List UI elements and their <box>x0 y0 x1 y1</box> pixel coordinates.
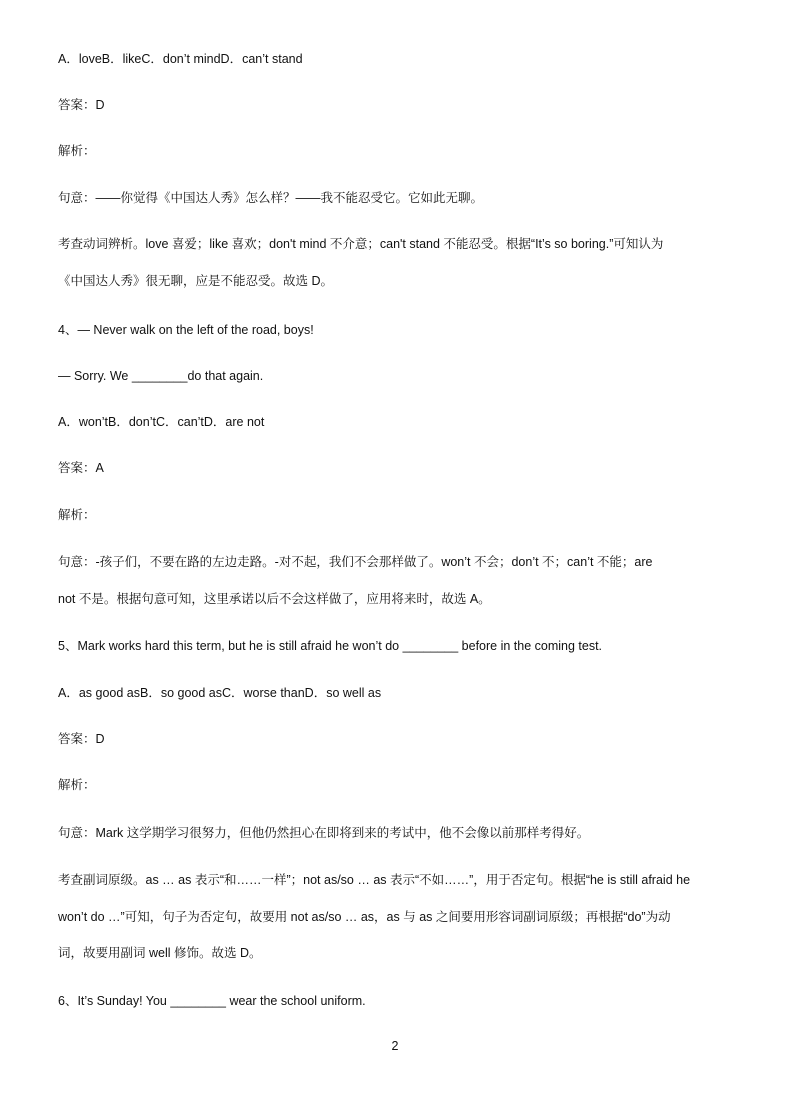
q3-explanation-2: 《中国达人秀》很无聊，应是不能忍受。故选 D。 <box>58 274 334 288</box>
q5-explanation-2: won’t do …”可知，句子为否定句，故要用 not as/so … as，as 与 as 之间要用形容词副词原级；再根据“do”为动 <box>58 910 671 924</box>
q4-answer: 答案：A <box>58 461 104 475</box>
q3-meaning: 句意：——你觉得《中国达人秀》怎么样？——我不能忍受它。它如此无聊。 <box>58 191 484 205</box>
q5-meaning: 句意：Mark 这学期学习很努力，但他仍然担心在即将到来的考试中，他不会像以前那样考得好。 <box>58 826 590 840</box>
page-number: 2 <box>391 1039 399 1053</box>
q5-options: A．as good asB．so good asC．worse thanD．so well as <box>58 686 382 700</box>
q6-question: 6、It’s Sunday! You ________ wear the school uniform. <box>58 994 366 1008</box>
q5-analysis-label: 解析： <box>58 778 96 792</box>
q4-question: 4、— Never walk on the left of the road, boys! <box>58 323 314 337</box>
q4-response: — Sorry. We ________do that again. <box>58 369 264 383</box>
q3-answer: 答案：D <box>58 98 105 112</box>
q4-meaning-2: not 不是。根据句意可知，这里承诺以后不会这样做了，应用将来时，故选 A。 <box>58 592 491 606</box>
q4-analysis-label: 解析： <box>58 508 96 522</box>
q5-explanation-1: 考查副词原级。as … as 表示“和……一样”；not as/so … as 表示“不如……”，用于否定句。根据“he is still afraid he <box>58 873 691 887</box>
q3-analysis-label: 解析： <box>58 144 96 158</box>
q5-explanation-3: 词，故要用副词 well 修饰。故选 D。 <box>58 946 262 960</box>
q4-options: A．won’tB．don’tC．can’tD．are not <box>58 415 265 429</box>
q4-meaning-1: 句意：-孩子们，不要在路的左边走路。-对不起，我们不会那样做了。won’t 不会；don’t 不；can’t 不能；are <box>58 555 653 569</box>
q5-answer: 答案：D <box>58 732 105 746</box>
q3-explanation-1: 考查动词辨析。love 喜爱；like 喜欢；don't mind 不介意；can't stand 不能忍受。根据“It’s so boring.”可知认为 <box>58 237 664 251</box>
q5-question: 5、Mark works hard this term, but he is still afraid he won’t do ________ before in the coming test. <box>58 639 603 653</box>
q3-options: A．loveB．likeC．don’t mindD．can’t stand <box>58 52 303 66</box>
